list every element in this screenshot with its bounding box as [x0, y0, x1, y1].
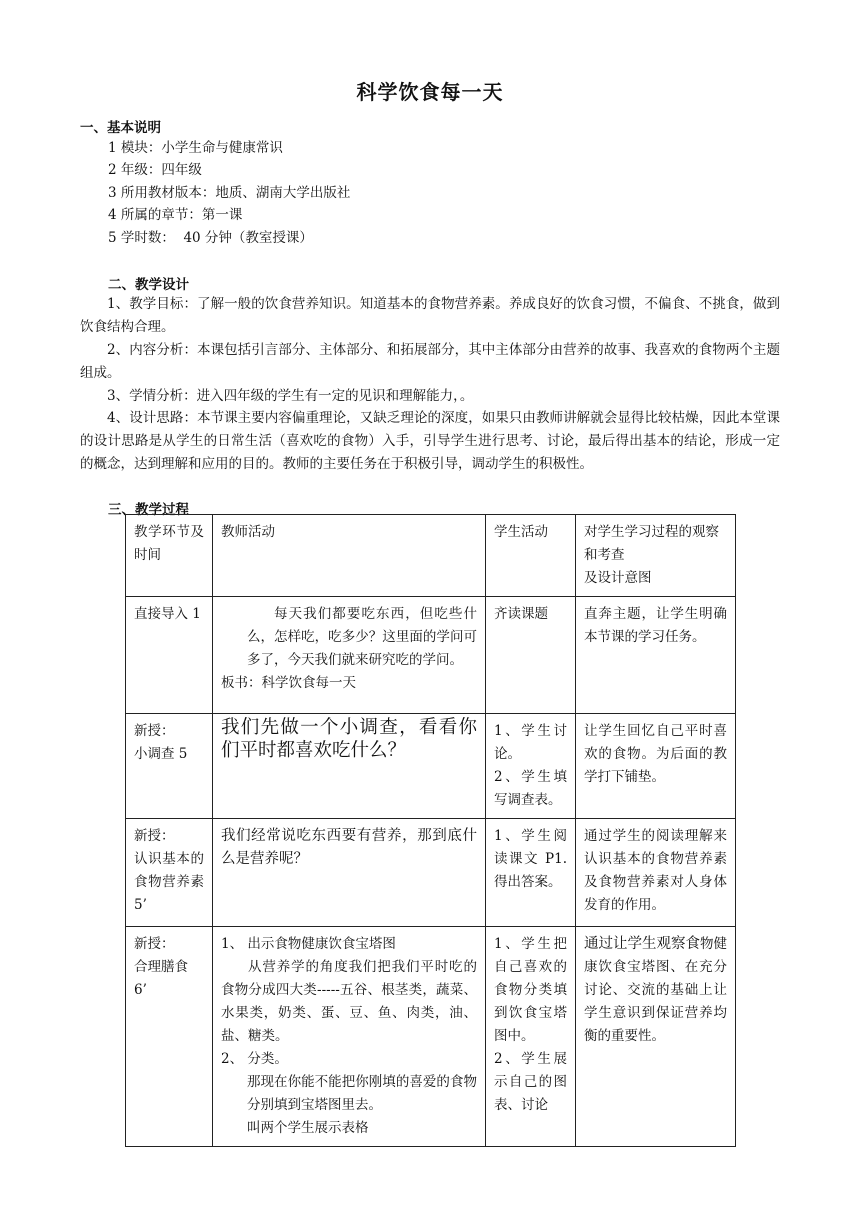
design-paragraph-students: 3、学情分析：进入四年级的学生有一定的见识和理解能力，。 [107, 388, 474, 404]
stage-line: 认识基本的食物营养素 5’ [134, 851, 204, 913]
header-design [576, 515, 736, 597]
row-teacher [213, 597, 486, 714]
row-teacher [213, 927, 486, 1147]
teacher-step: 1、 出示食物健康饮食宝塔图 [221, 936, 396, 952]
teacher-blackboard: 板书：科学饮食每一天 [221, 675, 356, 691]
row-stage [126, 927, 213, 1147]
design-paragraph-content: 2、内容分析：本课包括引言部分、主体部分、和拓展部分，其中主体部分由营养的故事、我喜欢的食物两个主题组成。 [80, 342, 780, 381]
row-stage [126, 819, 213, 927]
student-item: 1、学生把自己喜欢的食物分类填到饮食宝塔图中。 [494, 936, 567, 1044]
row-teacher: 我们先做一个小调查，看看你们平时都喜欢吃什么？ [213, 714, 486, 819]
table-row [126, 714, 736, 819]
teacher-step: 2、 分类。 [221, 1051, 288, 1067]
row-design: 让学生回忆自己平时喜欢的食物。为后面的教学打下铺垫。 [576, 714, 736, 819]
section-heading-process: 三、教学过程 [108, 502, 189, 518]
table-row [126, 597, 736, 714]
row-design: 通过学生的阅读理解来认识基本的食物营养素及食物营养素对人身体发育的作用。 [576, 819, 736, 927]
row-stage: 直接导入 1 [126, 597, 213, 714]
design-paragraph-approach: 4、设计思路：本节课主要内容偏重理论，又缺乏理论的深度，如果只由教师讲解就会显得比较枯燥，因此本堂课的设计思路是从学生的日常生活（喜欢吃的食物）入手，引导学生进行思考、讨论，最后得出基本的结论，形成一定的概念，达到理解和应用的目的。教师的主要任务在于积极引导，调动学生的积极性。 [80, 410, 780, 472]
table-header-row [126, 515, 736, 597]
row-student: 1、学生阅读课文 P1. 得出答案。 [486, 819, 576, 927]
section-heading-basic-info: 一、基本说明 [80, 120, 161, 136]
row-stage [126, 714, 213, 819]
stage-line: 合理膳食 6’ [134, 959, 188, 998]
teacher-text: 每天我们都要吃东西，但吃些什么，怎样吃，吃多少？这里面的学问可多了，今天我们就来研究吃的学问。 [247, 606, 477, 668]
table-row [126, 819, 736, 927]
row-student [486, 927, 576, 1147]
design-lead: 通过让学生观察食 [584, 936, 700, 952]
student-item: 2、学生填写调查表。 [494, 769, 567, 808]
info-item-chapter: 4 所属的章节：第一课 [108, 207, 243, 223]
info-item-textbook: 3 所用教材版本：地质、湖南大学出版社 [108, 185, 351, 201]
info-item-hours: 5 学时数： 40 分钟（教室授课） [108, 230, 313, 246]
teaching-process-table [125, 514, 736, 1147]
design-paragraph-goal: 1、教学目标：了解一般的饮食营养知识。知道基本的食物营养素。养成良好的饮食习惯，不偏食、不挑食，做到饮食结构合理。 [80, 296, 780, 335]
row-teacher: 我们经常说吃东西要有营养，那到底什么是营养呢？ [213, 819, 486, 927]
student-item: 2、学生展示自己的图表、讨论 [494, 1051, 567, 1113]
student-item: 1、学生讨论。 [494, 723, 567, 762]
info-item-grade: 2 年级：四年级 [108, 162, 202, 178]
stage-line: 新授： [134, 723, 175, 739]
stage-line: 小调查 5 [134, 746, 188, 762]
row-design: 直奔主题，让学生明确本节课的学习任务。 [576, 597, 736, 714]
row-student [486, 714, 576, 819]
teacher-text: 叫两个学生展示表格 [247, 1120, 369, 1136]
table-row [126, 927, 736, 1147]
header-design-line2: 及设计意图 [584, 570, 652, 586]
header-stage: 教学环节及时间 [126, 515, 213, 597]
info-item-module: 1 模块：小学生命与健康常识 [108, 140, 283, 156]
stage-line: 新授： [134, 936, 175, 952]
row-design [576, 927, 736, 1147]
section-heading-design: 二、教学设计 [108, 277, 189, 293]
teacher-text: 那现在你能不能把你刚填的喜爱的食物分别填到宝塔图里去。 [247, 1074, 477, 1113]
header-student: 学生活动 [486, 515, 576, 597]
teacher-text: 从营养学的角度我们把我们平时吃的食物分成四大类-----五谷、根茎类，蔬菜、水果类，奶类、蛋、豆、鱼、肉类，油、盐、糖类。 [221, 959, 477, 1044]
stage-line: 新授： [134, 828, 175, 844]
document-title: 科学饮食每一天 [356, 80, 504, 104]
row-student: 齐读课题 [486, 597, 576, 714]
header-design-line1: 对学生学习过程的观察和考查 [584, 524, 719, 563]
header-teacher: 教师活动 [213, 515, 486, 597]
design-rest: 物健康饮食宝塔图、在充分 讨论、交流的基础上让学生意识到保证营养均衡的重要性。 [584, 936, 727, 1044]
